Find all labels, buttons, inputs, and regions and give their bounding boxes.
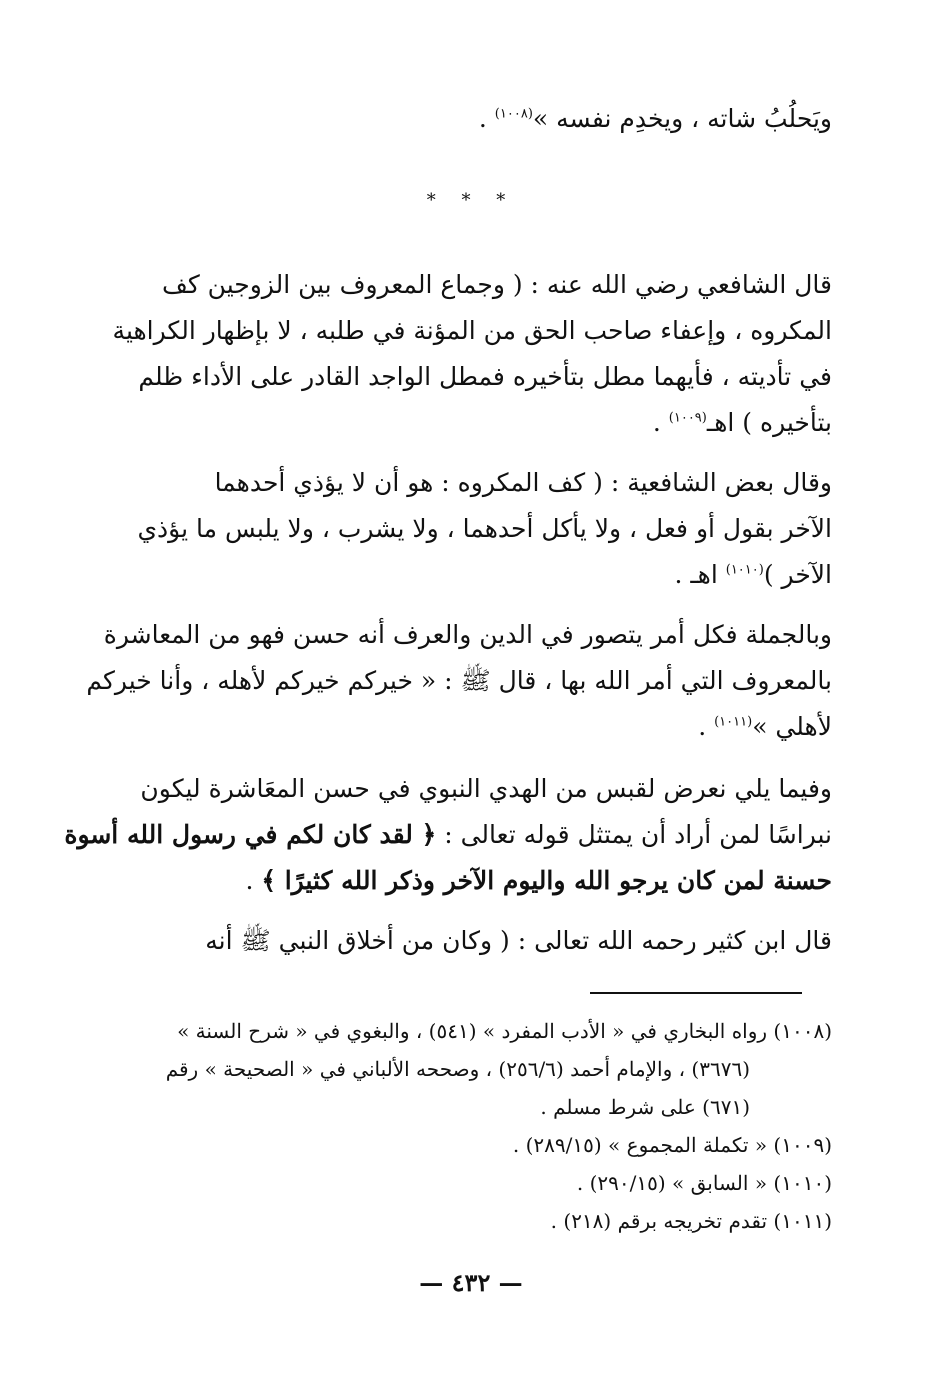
footnote-ref-1010[interactable]: (١٠١٠) [725,562,764,578]
quran-verse: حسنة لمن كان يرجو الله واليوم الآخر وذكر الله كثيرًا ﴾ [261,866,832,895]
text-line-last [137,552,832,598]
footnote-1008 [112,1012,832,1126]
quran-verse: ﴿ لقد كان لكم في رسول الله أسوة [64,820,437,849]
footnote-1011 [112,1202,832,1240]
text-line-last [137,400,832,446]
footnote-divider [590,992,802,994]
footnote-line: (١٠١٠) « السابق » (٢٩٠/١٥) . [576,1171,832,1195]
text-fragment: الآخر ) [763,560,832,589]
page-number: — ٤٣٢ — [419,1268,523,1297]
text-line: المكروه ، وإعفاء صاحب الحق من المؤنة في طلبه ، لا بإظهار الكراهية [112,316,832,345]
text-line [64,812,832,858]
text-fragment: بتأخيره ) اهـ [706,408,832,437]
section-separator: * * * [426,190,516,211]
paragraph-shafii [112,262,832,446]
text-line [137,858,832,904]
footnote-line: (١٠١١) تقدم تخريجه برقم (٢١٨) . [550,1209,832,1233]
text-fragment: لأهلي » [752,712,832,741]
text-fragment: . [652,408,669,437]
footnote-line: (١٠٠٩) « تكملة المجموع » (٢٨٩/١٥) . [512,1133,832,1157]
footnote-line: (٣٦٧٦) ، والإمام أحمد (٢٥٦/٦) ، وصححه الألباني في « الصحيحة » رقم [165,1057,750,1081]
text-line-last [137,704,832,750]
text-line: بالمعروف التي أمر الله بها ، قال ﷺ : « خيركم خيركم لأهله ، وأنا خيركم [86,666,832,695]
text-line: وبالجملة فكل أمر يتصور في الدين والعرف أنه حسن فهو من المعاشرة [103,620,832,649]
text-line: وقال بعض الشافعية : ( كف المكروه : هو أن لا يؤذي أحدهما [214,468,832,497]
footnote-ref-1011[interactable]: (١٠١١) [714,714,753,730]
footnote-ref-1008[interactable]: (١٠٠٨) [494,106,533,122]
top-line-text: ويَحلُبُ شاته ، ويخدِم نفسه » [532,104,832,133]
text-line: قال ابن كثير رحمه الله تعالى : ( وكان من أخلاق النبي ﷺ أنه [205,926,832,955]
paragraph-ibn-kathir [137,918,832,964]
text-fragment: اهـ . [674,560,726,589]
paragraph-summary [86,612,832,750]
paragraph-quran [64,766,832,904]
text-line: الآخر بقول أو فعل ، ولا يأكل أحدهما ، ولا يشرب ، ولا يلبس ما يؤذي [137,514,832,543]
footnote-line: (١٠٠٨) رواه البخاري في « الأدب المفرد » (٥٤١) ، والبغوي في « شرح السنة » [177,1019,832,1043]
text-line: قال الشافعي رضي الله عنه : ( وجماع المعروف بين الزوجين كف [161,270,832,299]
footnote-1009 [112,1126,832,1164]
footnote-line: (٦٧١) على شرط مسلم . [540,1095,750,1119]
text-fragment: . [698,712,715,741]
text-line: وفيما يلي نعرض لقبس من الهدي النبوي في حسن المعَاشرة ليكون [140,774,832,803]
text-line: في تأديته ، فأيهما مطل بتأخيره فمطل الواجد القادر على الأداء ظلم [138,362,832,391]
top-line-end: . [478,104,495,133]
footnote-ref-1009[interactable]: (١٠٠٩) [668,410,707,426]
footnote-1010 [112,1164,832,1202]
paragraph-shafiiya [137,460,832,598]
top-line [137,96,832,142]
text-fragment: . [245,866,262,895]
text-fragment: نبراسًا لمن أراد أن يمتثل قوله تعالى : [436,820,832,849]
